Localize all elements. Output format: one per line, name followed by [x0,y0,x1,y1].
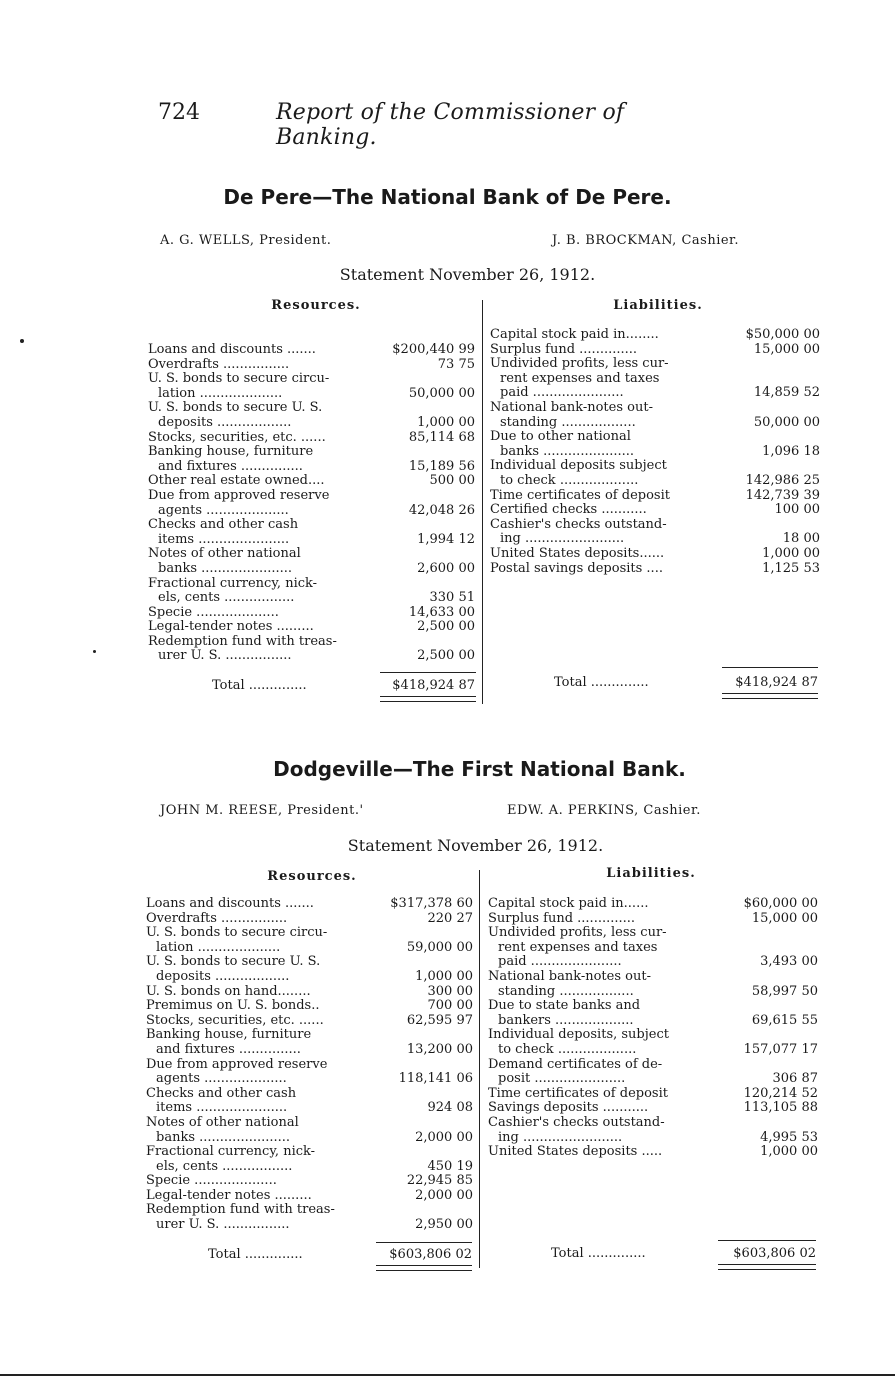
resources-total-amount: $418,924 87 [392,678,475,693]
liabilities-total-row [551,1246,816,1261]
resource-item [146,926,473,955]
item-label-line: Specie .................... [146,1174,277,1189]
item-amount: 157,077 17 [741,1043,818,1058]
resource-item [146,985,473,1000]
liability-item [490,489,820,504]
item-label-line: U. S. bonds to secure circu- [148,372,330,387]
statement-date: Statement November 26, 1912. [339,265,596,284]
liabilities-heading: Liabilities. [613,298,703,313]
resource-item [148,401,475,430]
item-label-line: Redemption fund with treas- [148,634,337,649]
item-amount: 1,994 12 [414,533,475,548]
resources-total-amount: $603,806 02 [389,1247,472,1262]
item-label-line: lation .................... [156,940,281,955]
item-label-line: Stocks, securities, etc. ...... [148,430,326,445]
resources-double-rule [380,696,476,702]
liabilities-double-rule [718,1264,816,1270]
liability-item [488,897,818,912]
resource-item [146,1028,473,1057]
item-label-line: Other real estate owned.... [148,474,325,489]
item-label-line: banks ...................... [156,1130,291,1145]
item-label-line: Demand certificates of de- [488,1057,663,1072]
item-amount: 1,125 53 [759,562,820,577]
item-label-line: United States deposits ..... [488,1145,663,1160]
resource-item [148,431,475,446]
item-label-line: National bank-notes out- [490,400,653,415]
item-label-line: Time certificates of deposit [488,1086,668,1101]
item-amount: 62,595 97 [404,1014,473,1029]
resources-heading: Resources. [267,869,357,884]
item-label-line: Individual deposits subject [490,459,667,474]
item-label-line: Due from approved reserve [146,1057,328,1072]
resource-item [148,445,475,474]
cashier-name: J. B. BROCKMAN, Cashier. [552,233,739,248]
item-amount: 330 51 [427,591,476,606]
president-name: A. G. WELLS, President. [160,233,332,248]
statement-date: Statement November 26, 1912. [347,836,604,855]
liability-item [488,1028,818,1057]
item-amount: 22,945 85 [404,1174,473,1189]
item-amount: 85,114 68 [406,431,475,446]
liabilities-total-row [554,675,818,690]
item-amount: $317,378 60 [387,897,473,912]
item-label-line: U. S. bonds to secure U. S. [146,955,321,970]
item-label-line: Loans and discounts ....... [148,343,316,357]
item-amount: 450 19 [425,1160,474,1175]
resource-item [148,489,475,518]
item-label-line: Time certificates of deposit [490,488,670,503]
resource-item [148,372,475,401]
item-amount: 50,000 00 [406,387,475,402]
item-label-line: Notes of other national [146,1115,299,1130]
resource-item [148,518,475,547]
resources-total-row [208,1247,472,1262]
resource-item [148,606,475,621]
item-label-line: deposits .................. [158,415,292,430]
item-amount: 1,000 00 [412,970,473,985]
item-label-line: els, cents ................. [158,591,295,606]
scan-speck [20,339,24,343]
resource-item [148,635,475,664]
item-label-line: United States deposits...... [490,546,665,561]
item-amount: 924 08 [425,1101,474,1116]
liabilities-list [488,897,818,1160]
scan-speck [93,650,96,653]
liabilities-total-label: Total .............. [551,1246,646,1261]
item-label-line: to check ................... [498,1042,637,1057]
liability-item [488,926,818,970]
item-amount: 1,096 18 [759,445,820,460]
liability-item [490,357,820,401]
item-amount: 2,500 00 [414,649,475,664]
item-amount: 142,986 25 [743,474,820,489]
item-label-line: Banking house, furniture [146,1028,312,1043]
item-label-line: paid ...................... [500,386,624,401]
item-amount: 58,997 50 [749,985,818,1000]
item-amount: 2,000 00 [412,1189,473,1204]
resource-item [146,1189,473,1204]
item-amount: 3,493 00 [757,955,818,970]
resources-total-row [212,678,475,693]
item-label-line: Postal savings deposits .... [490,561,663,576]
item-label-line: Savings deposits ........... [488,1101,649,1116]
item-amount: 113,105 88 [741,1101,818,1116]
item-label-line: U. S. bonds to secure U. S. [148,401,323,416]
item-label-line: Due to state banks and [488,999,641,1014]
liability-item [488,1087,818,1102]
resource-item [148,547,475,576]
item-label-line: Surplus fund .............. [490,342,638,357]
item-amount: 14,633 00 [406,606,475,621]
item-label-line: Cashier's checks outstand- [488,1115,665,1130]
liability-item [488,1145,818,1160]
resources-list [148,343,475,664]
liability-item [490,328,820,343]
liability-item [490,401,820,430]
liability-item [488,912,818,927]
liabilities-sum-rule [722,667,818,668]
resource-item [146,955,473,984]
item-label-line: bankers ................... [498,1013,634,1028]
running-head: Report of the Commissioner of Banking. [276,100,625,150]
item-amount: 1,000 00 [414,416,475,431]
resources-double-rule [376,1265,472,1271]
item-label-line: Undivided profits, less cur- [490,357,669,372]
item-label-line: deposits .................. [156,969,290,984]
item-label-line: Loans and discounts ....... [146,897,314,911]
bank-title: Dodgeville—The First National Bank. [273,757,686,781]
liability-item [490,430,820,459]
item-amount: 500 00 [427,474,476,489]
liability-item [490,562,820,577]
item-label-line: paid ...................... [498,955,622,970]
item-amount: 2,500 00 [414,620,475,635]
liability-item [488,1058,818,1087]
item-label-line: Cashier's checks outstand- [490,517,667,532]
item-label-line: els, cents ................. [156,1159,293,1174]
item-label-line: ing ........................ [500,532,625,547]
liabilities-heading: Liabilities. [606,866,696,881]
resources-sum-rule [380,672,476,673]
item-label-line: Notes of other national [148,547,301,562]
liabilities-sum-rule [718,1240,816,1241]
resource-item [146,1087,473,1116]
liabilities-total-amount: $418,924 87 [735,675,818,690]
liabilities-total-amount: $603,806 02 [733,1246,816,1261]
item-amount: 142,739 39 [743,489,820,504]
item-amount: 15,189 56 [406,460,475,475]
item-amount: 15,000 00 [751,343,820,358]
item-amount: 306 87 [770,1072,819,1087]
item-amount: 118,141 06 [396,1072,473,1087]
item-amount: 300 00 [425,985,474,1000]
resource-item [146,1116,473,1145]
item-amount: 69,615 55 [749,1014,818,1029]
item-amount: 1,000 00 [759,547,820,562]
resource-item [146,1203,473,1232]
item-amount: 4,995 53 [757,1131,818,1146]
column-divider [482,300,483,704]
resources-list [146,897,473,1233]
resource-item [146,912,473,927]
resource-item [148,474,475,489]
page-header [158,100,698,150]
item-amount: 2,600 00 [414,562,475,577]
cashier-name: EDW. A. PERKINS, Cashier. [507,803,701,818]
item-amount: 2,950 00 [412,1218,473,1233]
item-amount: 14,859 52 [751,386,820,401]
resources-total-label: Total .............. [212,678,307,693]
item-amount: 18 00 [780,532,820,547]
liabilities-total-label: Total .............. [554,675,649,690]
item-label-line: National bank-notes out- [488,969,651,984]
liabilities-double-rule [722,693,818,699]
resources-total-label: Total .............. [208,1247,303,1262]
resource-item [146,999,473,1014]
item-label-line: Fractional currency, nick- [146,1145,316,1160]
resources-heading: Resources. [271,298,361,313]
item-label-line: ing ........................ [498,1130,623,1145]
column-divider [479,870,480,1268]
item-label-line: agents .................... [158,503,289,518]
resource-item [148,358,475,373]
item-label-line: Capital stock paid in...... [488,897,649,911]
president-name: JOHN M. REESE, President.' [160,803,364,818]
liability-item [490,547,820,562]
item-label-line: Overdrafts ................ [148,357,290,372]
item-amount: $50,000 00 [743,328,820,343]
resources-sum-rule [376,1242,472,1243]
item-label-line: agents .................... [156,1072,287,1087]
item-label-line: Checks and other cash [148,518,299,533]
item-label-line: Individual deposits, subject [488,1028,669,1043]
item-label-line: Certified checks ........... [490,503,647,518]
resource-item [146,1014,473,1029]
liability-item [488,999,818,1028]
item-amount: 15,000 00 [749,912,818,927]
item-amount: 220 27 [425,912,474,927]
item-label-line: rent expenses and taxes [498,940,658,955]
item-label-line: Stocks, securities, etc. ...... [146,1013,324,1028]
item-label-line: Overdrafts ................ [146,911,288,926]
item-amount: 1,000 00 [757,1145,818,1160]
item-label-line: U. S. bonds to secure circu- [146,926,328,941]
item-amount: 73 75 [435,358,475,373]
item-label-line: U. S. bonds on hand........ [146,984,311,999]
liability-item [488,1101,818,1116]
item-amount: 13,200 00 [404,1043,473,1058]
item-label-line: Surplus fund .............. [488,911,636,926]
page-bottom-edge [0,1374,895,1376]
item-label-line: standing .................. [500,415,636,430]
item-label-line: Redemption fund with treas- [146,1203,335,1218]
item-label-line: and fixtures ............... [158,459,303,474]
item-label-line: Specie .................... [148,605,279,620]
item-label-line: Due to other national [490,430,631,445]
item-label-line: items ...................... [158,532,290,547]
item-amount: $200,440 99 [389,343,475,358]
item-label-line: urer U. S. ................ [158,649,292,664]
item-label-line: Legal-tender notes ......... [148,620,314,635]
item-label-line: Premimus on U. S. bonds.. [146,999,320,1014]
liabilities-list [490,328,820,576]
resource-item [146,897,473,912]
item-label-line: Due from approved reserve [148,488,330,503]
bank-title: De Pere—The National Bank of De Pere. [223,185,672,209]
item-amount: 2,000 00 [412,1131,473,1146]
item-label-line: rent expenses and taxes [500,371,660,386]
page-number: 724 [158,100,200,125]
resource-item [146,1058,473,1087]
resource-item [146,1145,473,1174]
liability-item [490,343,820,358]
item-amount: 120,214 52 [741,1087,818,1102]
item-label-line: Capital stock paid in........ [490,328,659,342]
item-label-line: banks ...................... [500,444,635,459]
resource-item [148,577,475,606]
item-amount: $60,000 00 [741,897,818,912]
item-label-line: lation .................... [158,386,283,401]
item-amount: 50,000 00 [751,416,820,431]
liability-item [488,1116,818,1145]
item-amount: 59,000 00 [404,941,473,956]
liability-item [490,518,820,547]
item-amount: 42,048 26 [406,504,475,519]
item-label-line: Legal-tender notes ......... [146,1188,312,1203]
liability-item [490,459,820,488]
resource-item [146,1174,473,1189]
item-label-line: urer U. S. ................ [156,1218,290,1233]
item-label-line: to check ................... [500,473,639,488]
item-amount: 700 00 [425,999,474,1014]
item-label-line: banks ...................... [158,561,293,576]
item-label-line: posit ...................... [498,1072,626,1087]
liability-item [488,970,818,999]
item-label-line: Fractional currency, nick- [148,576,318,591]
item-label-line: Undivided profits, less cur- [488,926,667,941]
item-label-line: Banking house, furniture [148,445,314,460]
item-amount: 100 00 [772,503,821,518]
item-label-line: Checks and other cash [146,1086,297,1101]
item-label-line: standing .................. [498,984,634,999]
item-label-line: and fixtures ............... [156,1042,301,1057]
resource-item [148,620,475,635]
item-label-line: items ...................... [156,1101,288,1116]
resource-item [148,343,475,358]
liability-item [490,503,820,518]
